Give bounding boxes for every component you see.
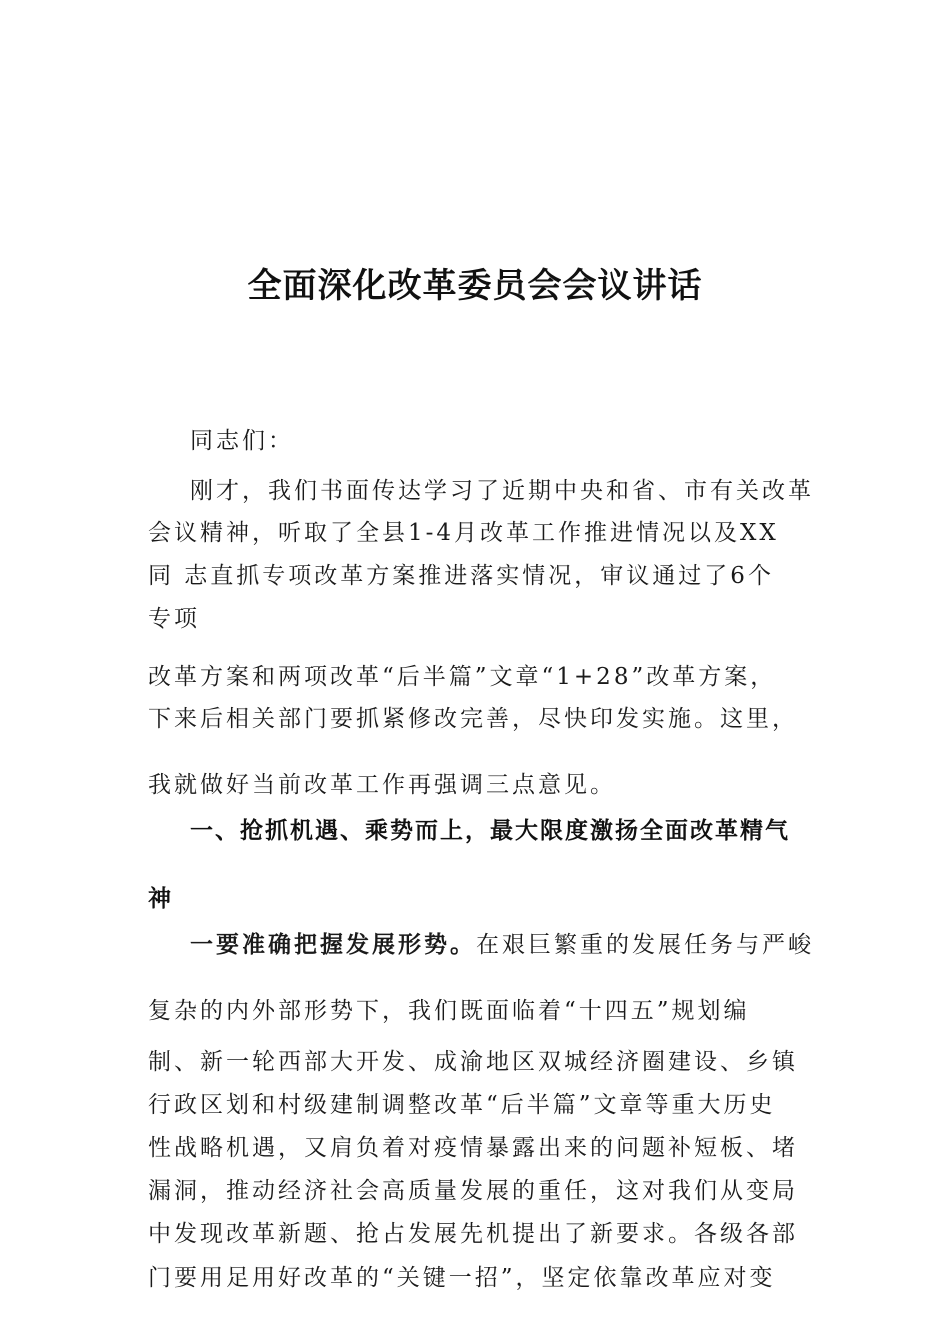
section-heading-continued: 神 xyxy=(148,886,173,912)
paragraph-line: 会议精神，听取了全县1-4月改革工作推进情况以及XX xyxy=(148,520,779,546)
section-heading: 一、抢抓机遇、乘势而上，最大限度激扬全面改革精气 xyxy=(190,818,790,844)
paragraph-line: 我就做好当前改革工作再强调三点意见。 xyxy=(148,772,616,798)
paragraph-line: 中发现改革新题、抢占发展先机提出了新要求。各级各部 xyxy=(148,1221,798,1247)
paragraph-line: 刚才，我们书面传达学习了近期中央和省、市有关改革 xyxy=(190,478,814,504)
paragraph-line: 门要用足用好改革的“关键一招”，坚定依靠改革应对变 xyxy=(148,1265,776,1291)
paragraph-line: 制、新一轮西部大开发、成渝地区双城经济圈建设、乡镇 xyxy=(148,1049,798,1075)
point-first-line xyxy=(190,930,814,960)
paragraph-line: 性战略机遇，又肩负着对疫情暴露出来的问题补短板、堵 xyxy=(148,1135,798,1161)
paragraph-line: 专项 xyxy=(148,606,200,632)
paragraph-line: 下来后相关部门要抓紧修改完善，尽快印发实施。这里， xyxy=(148,706,798,732)
salutation: 同志们： xyxy=(190,428,294,454)
point-lead: 一要准确把握发展形势。 xyxy=(190,931,476,958)
point-first-line-rest: 在艰巨繁重的发展任务与严峻 xyxy=(476,932,814,958)
paragraph-line: 复杂的内外部形势下，我们既面临着“十四五”规划编 xyxy=(148,998,750,1024)
paragraph-line: 改革方案和两项改革“后半篇”文章“1+28”改革方案， xyxy=(148,664,777,690)
paragraph-line: 行政区划和村级建制调整改革“后半篇”文章等重大历史 xyxy=(148,1092,776,1118)
paragraph-line: 漏洞，推动经济社会高质量发展的重任，这对我们从变局 xyxy=(148,1178,798,1204)
paragraph-line: 同 志直抓专项改革方案推进落实情况，审议通过了6个 xyxy=(148,563,774,589)
page-title: 全面深化改革委员会会议讲话 xyxy=(247,266,703,306)
